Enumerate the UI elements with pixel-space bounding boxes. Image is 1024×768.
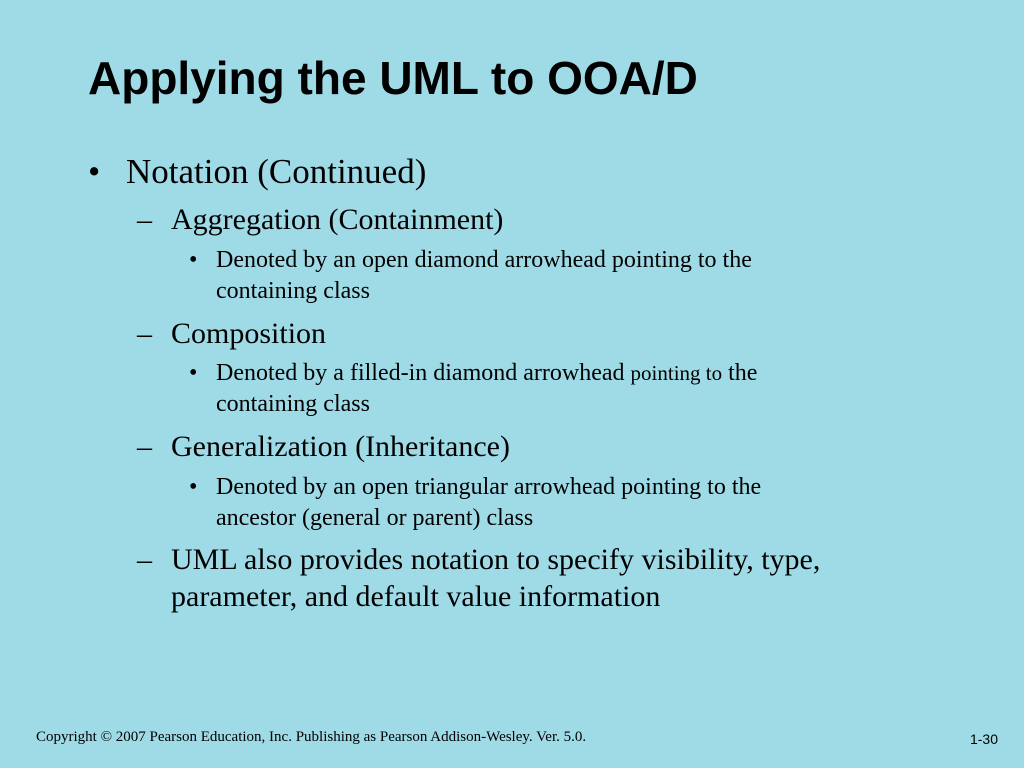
detail-composition <box>189 358 758 420</box>
dash-marker: – <box>137 317 152 350</box>
copyright-footer: Copyright © 2007 Pearson Education, Inc. Publishing as Pearson Addison-Wesley. Ver. 5.0. <box>36 729 587 745</box>
detail-aggregation <box>189 245 752 307</box>
sub-bullet-text: Composition <box>171 317 327 350</box>
sub-bullet-composition <box>137 315 327 352</box>
detail-line: containing class <box>216 391 370 417</box>
slide-title: Applying the UML to OOA/D <box>88 52 698 104</box>
sub-bullet-line: UML also provides notation to specify visibility, type, <box>171 543 821 576</box>
sub-bullet-text: Aggregation (Containment) <box>171 203 504 236</box>
detail-line: ancestor (general or parent) class <box>216 505 534 531</box>
page-number: 1-30 <box>969 731 998 747</box>
bullet-marker: • <box>189 247 198 273</box>
detail-run-small: pointing to <box>630 361 723 385</box>
detail-line: Denoted by an open triangular arrowhead pointing to the <box>216 474 762 500</box>
detail-line <box>216 358 757 389</box>
detail-generalization <box>189 472 762 534</box>
dash-marker: – <box>137 430 152 463</box>
sub-bullet-generalization <box>137 428 510 465</box>
sub-bullet-aggregation <box>137 201 504 238</box>
dash-marker: – <box>137 203 152 236</box>
sub-bullet-uml-also <box>137 541 821 615</box>
bullet-text: Notation (Continued) <box>126 152 427 191</box>
detail-run: Denoted by a filled-in diamond arrowhead <box>216 360 631 386</box>
dash-marker: – <box>137 543 152 576</box>
bullet-marker: • <box>189 360 198 386</box>
detail-line: Denoted by an open diamond arrowhead pointing to the <box>216 247 752 273</box>
sub-bullet-line: parameter, and default value information <box>171 580 661 613</box>
detail-run: the <box>722 360 758 386</box>
bullet-marker: • <box>189 474 198 500</box>
bullet-notation <box>88 152 427 192</box>
detail-line: containing class <box>216 278 370 304</box>
sub-bullet-text: Generalization (Inheritance) <box>171 430 510 463</box>
bullet-marker: • <box>88 152 101 191</box>
